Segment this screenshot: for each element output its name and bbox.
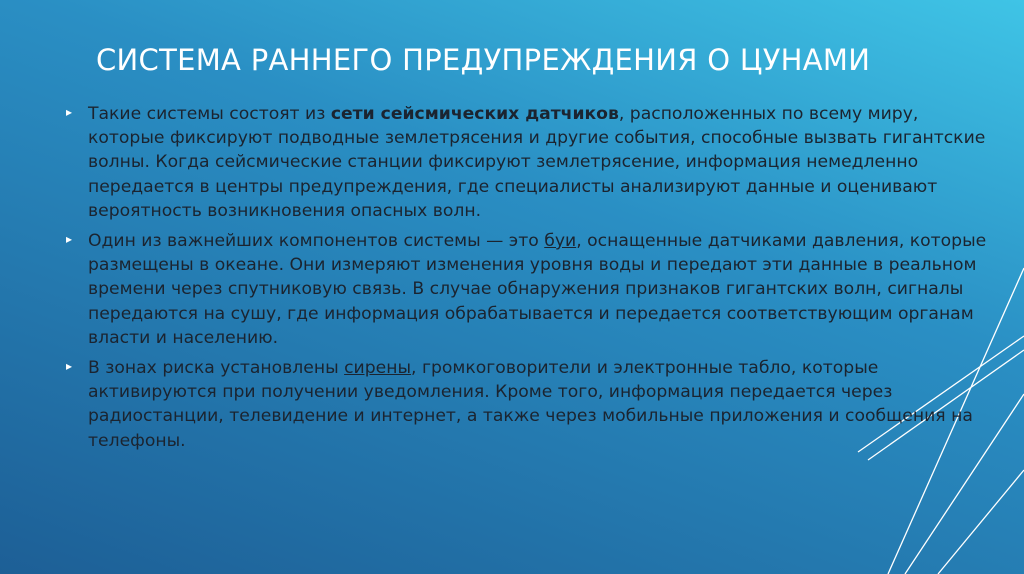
bullet-text	[88, 229, 996, 350]
bullet-text	[88, 102, 996, 223]
bullet-arrow-icon: ▸	[66, 105, 73, 119]
bullet-bold-term: сети сейсмических датчиков	[330, 104, 619, 124]
bullet-item	[66, 356, 996, 453]
bullet-list	[66, 102, 996, 459]
bullet-arrow-icon: ▸	[66, 232, 73, 247]
bullet-text	[88, 356, 996, 453]
deco-line-5	[938, 470, 1024, 574]
sirens-link[interactable]: сирены	[344, 358, 412, 379]
bullet-text-end: , оснащенные датчиками давления, которые размещены в океане. Они измеряют изменения уровня воды и передают эти данные в реальном времени через спутниковую связь. В случае обнаружения признаков гигантских волн, сигналы передаются на сушу, где информация обрабатывается и передается соответствующим органам власти и населению.	[88, 231, 987, 348]
bullet-text-end: , расположенных по всему миру, которые фиксируют подводные землетрясения и другие события, способные вызвать гигантские волны. Когда сейсмические станции фиксируют землетрясение, информация немедленно передается в центры предупреждения, где специалисты анализируют данные и оценивают вероятность возникновения опасных волн.	[88, 104, 986, 221]
bullet-text-start: Один из важнейших компонентов системы — это	[88, 231, 545, 252]
slide-title: СИСТЕМА РАННЕГО ПРЕДУПРЕЖДЕНИЯ О ЦУНАМИ	[96, 43, 871, 77]
bullet-text-start: Такие системы состоят из	[88, 104, 331, 124]
bullet-text-start: В зонах риска установлены	[88, 358, 345, 379]
bullet-item	[66, 102, 996, 223]
bullet-text-end: , громкоговорители и электронные табло, которые активируются при получении уведомления. Кроме того, информация передается через радиостанции, телевидение и интернет, а также через мобильные приложения и сообщения на телефоны.	[88, 358, 973, 451]
bullet-arrow-icon: ▸	[66, 359, 73, 374]
buoys-link[interactable]: буи	[544, 231, 577, 252]
bullet-item	[66, 229, 996, 350]
